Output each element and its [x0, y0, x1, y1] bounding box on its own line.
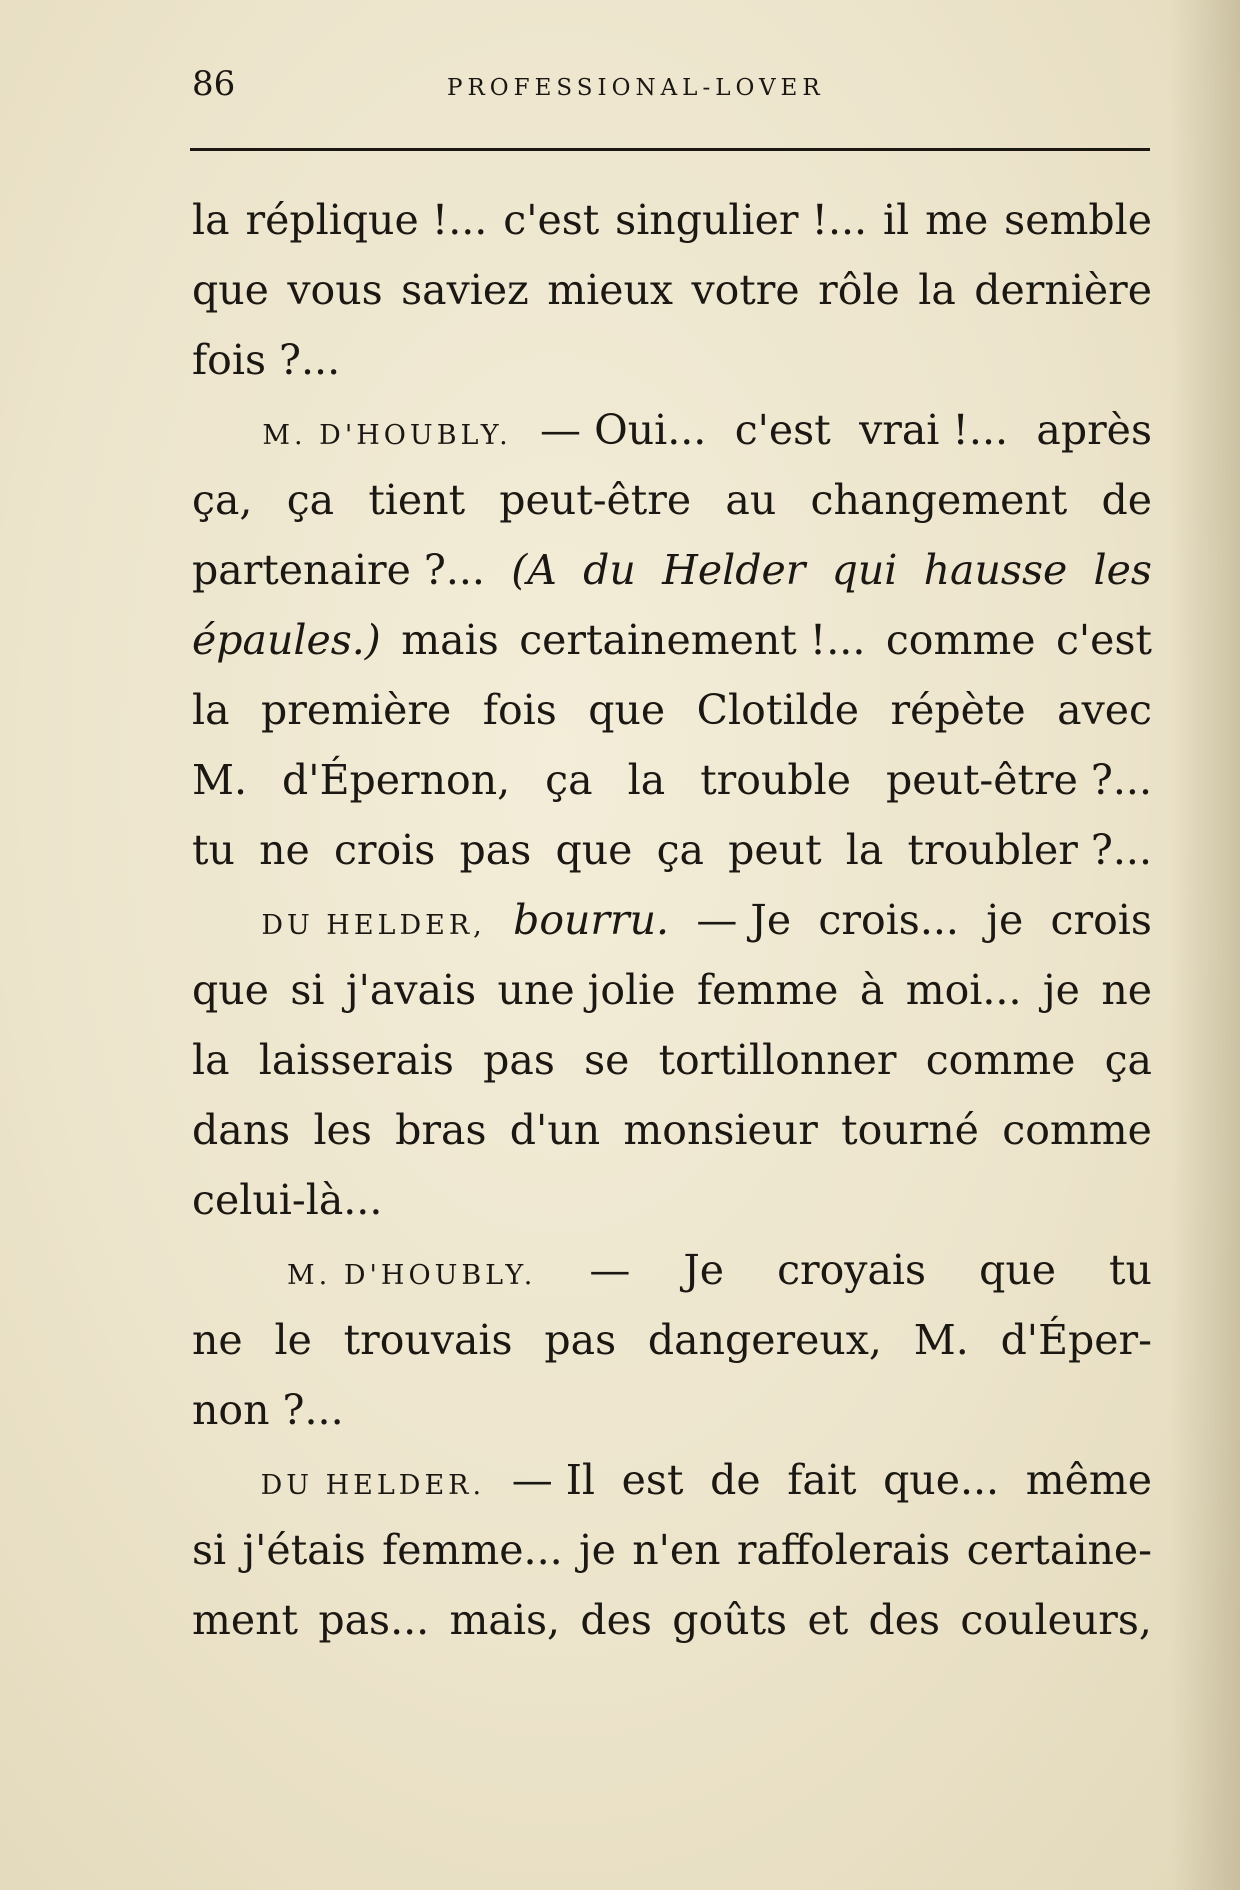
- text-line: ça, ça tient peut-être au changement de: [192, 476, 1152, 524]
- text-line: ne le trouvais pas dangereux, M. d'Éper-: [192, 1316, 1152, 1364]
- text-line: non ?...: [192, 1386, 344, 1434]
- speaker-name: DU HELDER,: [261, 910, 486, 941]
- speaker-name: M. D'HOUBLY.: [287, 1260, 537, 1291]
- dialogue-text: [192, 185, 1152, 1655]
- text-line: partenaire ?... (A du Helder qui hausse les: [192, 535, 1152, 605]
- page-number: 86: [192, 64, 236, 104]
- text-line: la laisserais pas se tortillonner comme ça: [192, 1036, 1152, 1084]
- text-line: dans les bras d'un monsieur tourné comme: [192, 1106, 1152, 1154]
- text-line: la réplique !... c'est singulier !... il me semble: [192, 196, 1152, 244]
- page-edge-shadow: [1170, 0, 1240, 1890]
- stage-direction: épaules.): [192, 616, 381, 664]
- text-line: DU HELDER, bourru. — Je crois... je crois: [192, 885, 1152, 955]
- text-line: M. d'Épernon, ça la trouble peut-être ?...: [192, 756, 1152, 804]
- text-line: que si j'avais une jolie femme à moi... je ne: [192, 966, 1152, 1014]
- running-title: PROFESSIONAL-LOVER: [447, 75, 825, 101]
- text-line: celui-là...: [192, 1176, 383, 1224]
- text-line: fois ?...: [192, 336, 341, 384]
- text-line: la première fois que Clotilde répète avec: [192, 686, 1152, 734]
- text-line: que vous saviez mieux votre rôle la dernière: [192, 266, 1152, 314]
- text-line: M. D'HOUBLY. — Oui... c'est vrai !... après: [192, 395, 1152, 465]
- text-line: M. D'HOUBLY. — Je croyais que tu: [192, 1235, 1152, 1305]
- text-line: épaules.) mais certainement !... comme c'est: [192, 605, 1152, 675]
- text-line: tu ne crois pas que ça peut la troubler ?...: [192, 826, 1152, 874]
- header-rule: [190, 148, 1150, 151]
- stage-direction: bourru.: [513, 896, 670, 944]
- text-line: ment pas... mais, des goûts et des couleurs,: [192, 1596, 1152, 1644]
- stage-direction: (A: [511, 546, 557, 594]
- speaker-name: M. D'HOUBLY.: [262, 420, 512, 451]
- text-line: si j'étais femme... je n'en raffolerais certaine-: [192, 1526, 1152, 1574]
- text-line: DU HELDER. — Il est de fait que... même: [192, 1445, 1152, 1515]
- speaker-name: DU HELDER.: [260, 1470, 486, 1501]
- page-header: [192, 60, 1152, 108]
